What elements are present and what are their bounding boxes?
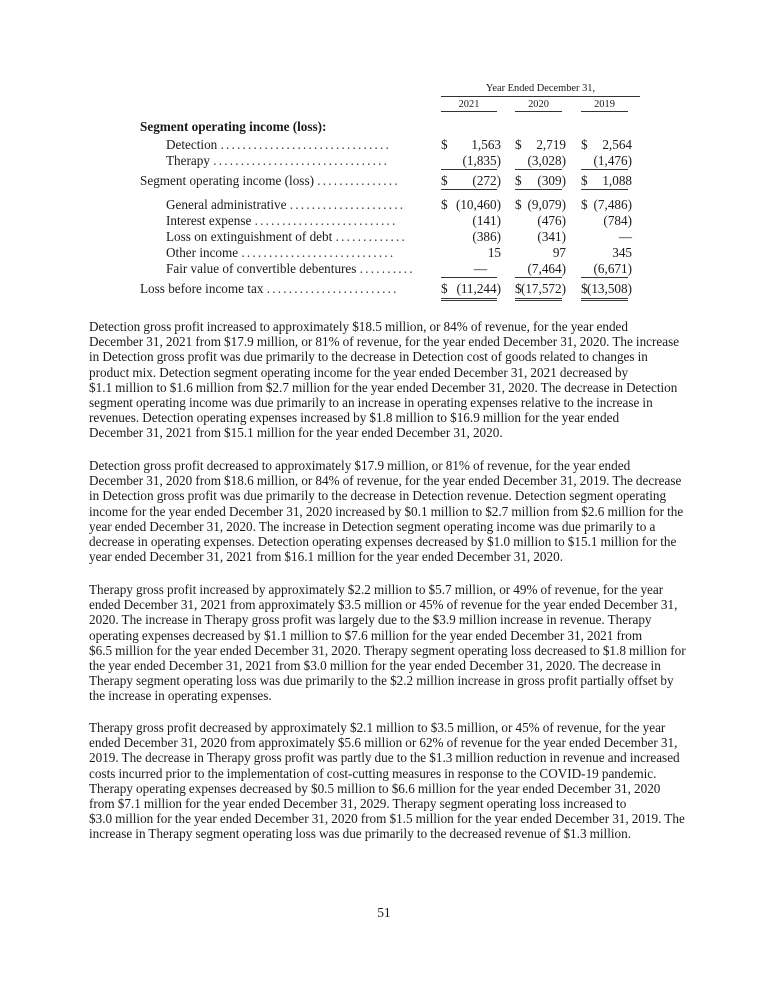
currency-symbol: $ — [515, 197, 522, 212]
year-header-row — [140, 98, 640, 112]
cell-2021 — [441, 153, 501, 170]
dot-leader: ........................ — [266, 281, 399, 296]
cell-value: (17,572) — [520, 281, 566, 296]
text-line: December 31, 2020 from $18.6 million, or 84% of revenue, for the year ended December 31, 2019. The decrease — [89, 473, 682, 489]
row-label: Interest expense — [166, 213, 252, 228]
cell-value: (7,464) — [527, 261, 566, 276]
text-line: decrease in operating expenses. Detection operating expenses decreased by $1.0 million to $15.1 million for the — [89, 534, 677, 550]
cell-2019 — [581, 153, 632, 170]
currency-symbol: $ — [581, 137, 588, 152]
paragraph-detection-2021 — [89, 319, 687, 441]
dot-leader: .......................... — [254, 213, 398, 228]
cell-value: (6,671) — [593, 261, 632, 276]
year-header-2020: 2020 — [515, 98, 562, 112]
text-line: segment operating income was due primarily to an increase in operating expenses relative to the increase in — [89, 395, 653, 411]
cell-value: (476) — [537, 213, 566, 228]
currency-symbol: $ — [581, 197, 588, 212]
cell-value: (309) — [537, 173, 566, 188]
table-row-fair-value-convertible-debentures — [140, 261, 640, 277]
table-row-loss-on-extinguishment — [140, 229, 640, 245]
text-line: December 31, 2021 from $15.1 million for the year ended December 31, 2020. — [89, 425, 503, 441]
table-row-detection — [140, 137, 640, 153]
paragraph-therapy-2020 — [89, 720, 687, 842]
text-line: in Detection gross profit was due primarily to the decrease in Detection revenue. Detection segment operating — [89, 488, 667, 504]
cell-value: (272) — [472, 173, 501, 188]
cell-value: (10,460) — [455, 197, 501, 212]
text-line: operating expenses decreased by $1.1 million to $7.6 million for the year ended December 31, 2021 from — [89, 627, 643, 643]
text-line: the year ended December 31, 2021 from $3.0 million for the year ended December 31, 2020. The decrease in — [89, 658, 661, 674]
cell-value: 345 — [612, 245, 632, 260]
text-line: in Detection gross profit was due primarily to the decrease in Detection cost of goods related to changes in — [89, 349, 648, 365]
table-row-interest-expense — [140, 213, 640, 229]
dot-leader: ................................ — [213, 153, 390, 168]
cell-2020 — [515, 173, 566, 190]
cell-2021 — [441, 245, 501, 261]
text-line: ended December 31, 2020 from approximately $5.6 million or 62% of revenue for the year ended December 31, — [89, 735, 678, 751]
text-line: income for the year ended December 31, 2020 increased by $0.1 million to $2.7 million from $2.6 million for the — [89, 503, 684, 519]
cell-value: (141) — [472, 213, 501, 228]
cell-2020 — [515, 137, 566, 153]
cell-value: (11,244) — [456, 281, 501, 296]
year-header-2019: 2019 — [581, 98, 628, 112]
cell-2021 — [441, 137, 501, 153]
cell-2020 — [515, 213, 566, 229]
cell-2021 — [441, 197, 501, 213]
table-row-loss-before-income-tax — [140, 281, 640, 297]
cell-value: 1,088 — [602, 173, 632, 188]
text-line: $3.0 million for the year ended December 31, 2020 from $1.5 million for the year ended December 31, 2019. The — [89, 811, 685, 827]
cell-value: 15 — [487, 245, 501, 260]
dot-leader: ............. — [335, 229, 408, 244]
row-label: Detection — [166, 137, 218, 152]
text-line: December 31, 2021 from $17.9 million, or 81% of revenue, for the year ended December 31, 2020. The increase — [89, 334, 680, 350]
row-label: Fair value of convertible debentures — [166, 261, 357, 276]
paragraph-detection-2020 — [89, 458, 687, 564]
cell-2020 — [515, 229, 566, 245]
cell-2019 — [581, 173, 632, 190]
text-line: year ended December 31, 2021 from $16.1 million for the year ended December 31, 2020. — [89, 549, 563, 565]
text-line: costs incurred prior to the implementation of cost-cutting measures in response to the COVID-19 pandemic. — [89, 765, 657, 781]
currency-symbol: $ — [515, 173, 522, 188]
text-line: product mix. Detection segment operating income for the year ended December 31, 2021 decreased by — [89, 364, 629, 380]
row-label: General administrative — [166, 197, 287, 212]
text-line: the increase in operating expenses. — [89, 688, 272, 704]
section-heading: Segment operating income (loss): — [140, 119, 327, 134]
text-line: increase in Therapy segment operating loss was due primarily to the decreased revenue of $1.3 million. — [89, 826, 632, 842]
page-number: 51 — [377, 905, 391, 920]
cell-2019 — [581, 213, 632, 229]
cell-value: 2,719 — [536, 137, 566, 152]
cell-2019 — [581, 281, 632, 301]
cell-2019 — [581, 137, 632, 153]
row-label: Loss before income tax — [140, 281, 264, 296]
cell-2020 — [515, 245, 566, 261]
currency-symbol: $ — [581, 281, 588, 296]
cell-2019 — [581, 245, 632, 261]
year-header-2021: 2021 — [441, 98, 497, 112]
cell-2019 — [581, 261, 632, 278]
cell-2019 — [581, 197, 632, 213]
dot-leader: ............................... — [220, 137, 391, 152]
cell-2020 — [515, 153, 566, 170]
cell-value: (3,028) — [527, 153, 566, 168]
text-line: Therapy operating expenses decreased by $0.5 million to $6.6 million for the year ended December 31, 2020 — [89, 780, 661, 796]
dot-leader: ............... — [317, 173, 400, 188]
cell-2021 — [441, 229, 501, 245]
currency-symbol: $ — [441, 281, 448, 296]
row-label: Segment operating income (loss) — [140, 173, 314, 188]
currency-symbol: $ — [441, 137, 448, 152]
row-label: Loss on extinguishment of debt — [166, 229, 333, 244]
table-row-segment-total — [140, 173, 640, 189]
text-line: 2019. The decrease in Therapy gross profit was partly due to the $1.3 million reduction in revenue and increased — [89, 750, 680, 766]
currency-symbol: $ — [441, 197, 448, 212]
cell-2020 — [515, 261, 566, 278]
text-line: 2020. The increase in Therapy gross profit was largely due to the $3.9 million increase in revenue. Therapy — [89, 612, 652, 628]
cell-value: 2,564 — [602, 137, 632, 152]
cell-2020 — [515, 281, 566, 301]
cell-value: 97 — [552, 245, 566, 260]
currency-symbol: $ — [515, 281, 522, 296]
row-label: Other income — [166, 245, 239, 260]
paragraph-therapy-2021 — [89, 582, 687, 704]
text-line: year ended December 31, 2020. The increase in Detection segment operating income was due primarily to a — [89, 518, 656, 534]
text-line: $1.1 million to $1.6 million from $2.7 million for the year ended December 31, 2020. The decrease in Detection — [89, 379, 678, 395]
row-label: Therapy — [166, 153, 210, 168]
cell-value: — — [618, 229, 632, 244]
section-heading-row — [140, 119, 640, 135]
text-line: revenues. Detection operating expenses increased by $1.8 million to $16.9 million for the year ended — [89, 410, 620, 426]
cell-value: (9,079) — [527, 197, 566, 212]
dot-leader: ..................... — [289, 197, 406, 212]
cell-value: — — [473, 261, 487, 276]
column-group-header: Year Ended December 31, — [441, 82, 640, 97]
text-line: from $7.1 million for the year ended December 31, 2029. Therapy segment operating loss increased to — [89, 796, 627, 812]
currency-symbol: $ — [581, 173, 588, 188]
cell-2021 — [441, 213, 501, 229]
cell-value: (341) — [537, 229, 566, 244]
text-line: Detection gross profit decreased to approximately $17.9 million, or 81% of revenue, for the year ended — [89, 458, 631, 473]
table-row-general-administrative — [140, 197, 640, 213]
cell-value: 1,563 — [471, 137, 501, 152]
currency-symbol: $ — [515, 137, 522, 152]
text-line: $6.5 million for the year ended December 31, 2020. Therapy segment operating loss decreased to $1.8 million for — [89, 642, 686, 658]
cell-2019 — [581, 229, 632, 245]
text-line: Therapy segment operating loss was due primarily to the $2.2 million increase in gross profit partially offset by — [89, 673, 674, 689]
dot-leader: ............................ — [241, 245, 396, 260]
cell-value: (1,835) — [462, 153, 501, 168]
currency-symbol: $ — [441, 173, 448, 188]
cell-value: (386) — [472, 229, 501, 244]
table-row-therapy — [140, 153, 640, 169]
cell-value: (7,486) — [593, 197, 632, 212]
table-row-other-income — [140, 245, 640, 261]
text-line: Therapy gross profit decreased by approximately $2.1 million to $3.5 million, or 45% of revenue, for the year — [89, 720, 666, 735]
cell-value: (1,476) — [593, 153, 632, 168]
cell-2021 — [441, 173, 501, 190]
cell-2020 — [515, 197, 566, 213]
cell-value: (13,508) — [586, 281, 632, 296]
text-line: Detection gross profit increased to approximately $18.5 million, or 84% of revenue, for the year ended — [89, 319, 628, 334]
dot-leader: .......... — [359, 261, 415, 276]
cell-2021 — [441, 261, 497, 278]
cell-value: (784) — [603, 213, 632, 228]
text-line: ended December 31, 2021 from approximately $3.5 million or 45% of revenue for the year ended December 31, — [89, 597, 678, 613]
text-line: Therapy gross profit increased by approximately $2.2 million to $5.7 million, or 49% of revenue, for the year — [89, 582, 664, 597]
cell-2021 — [441, 281, 501, 301]
